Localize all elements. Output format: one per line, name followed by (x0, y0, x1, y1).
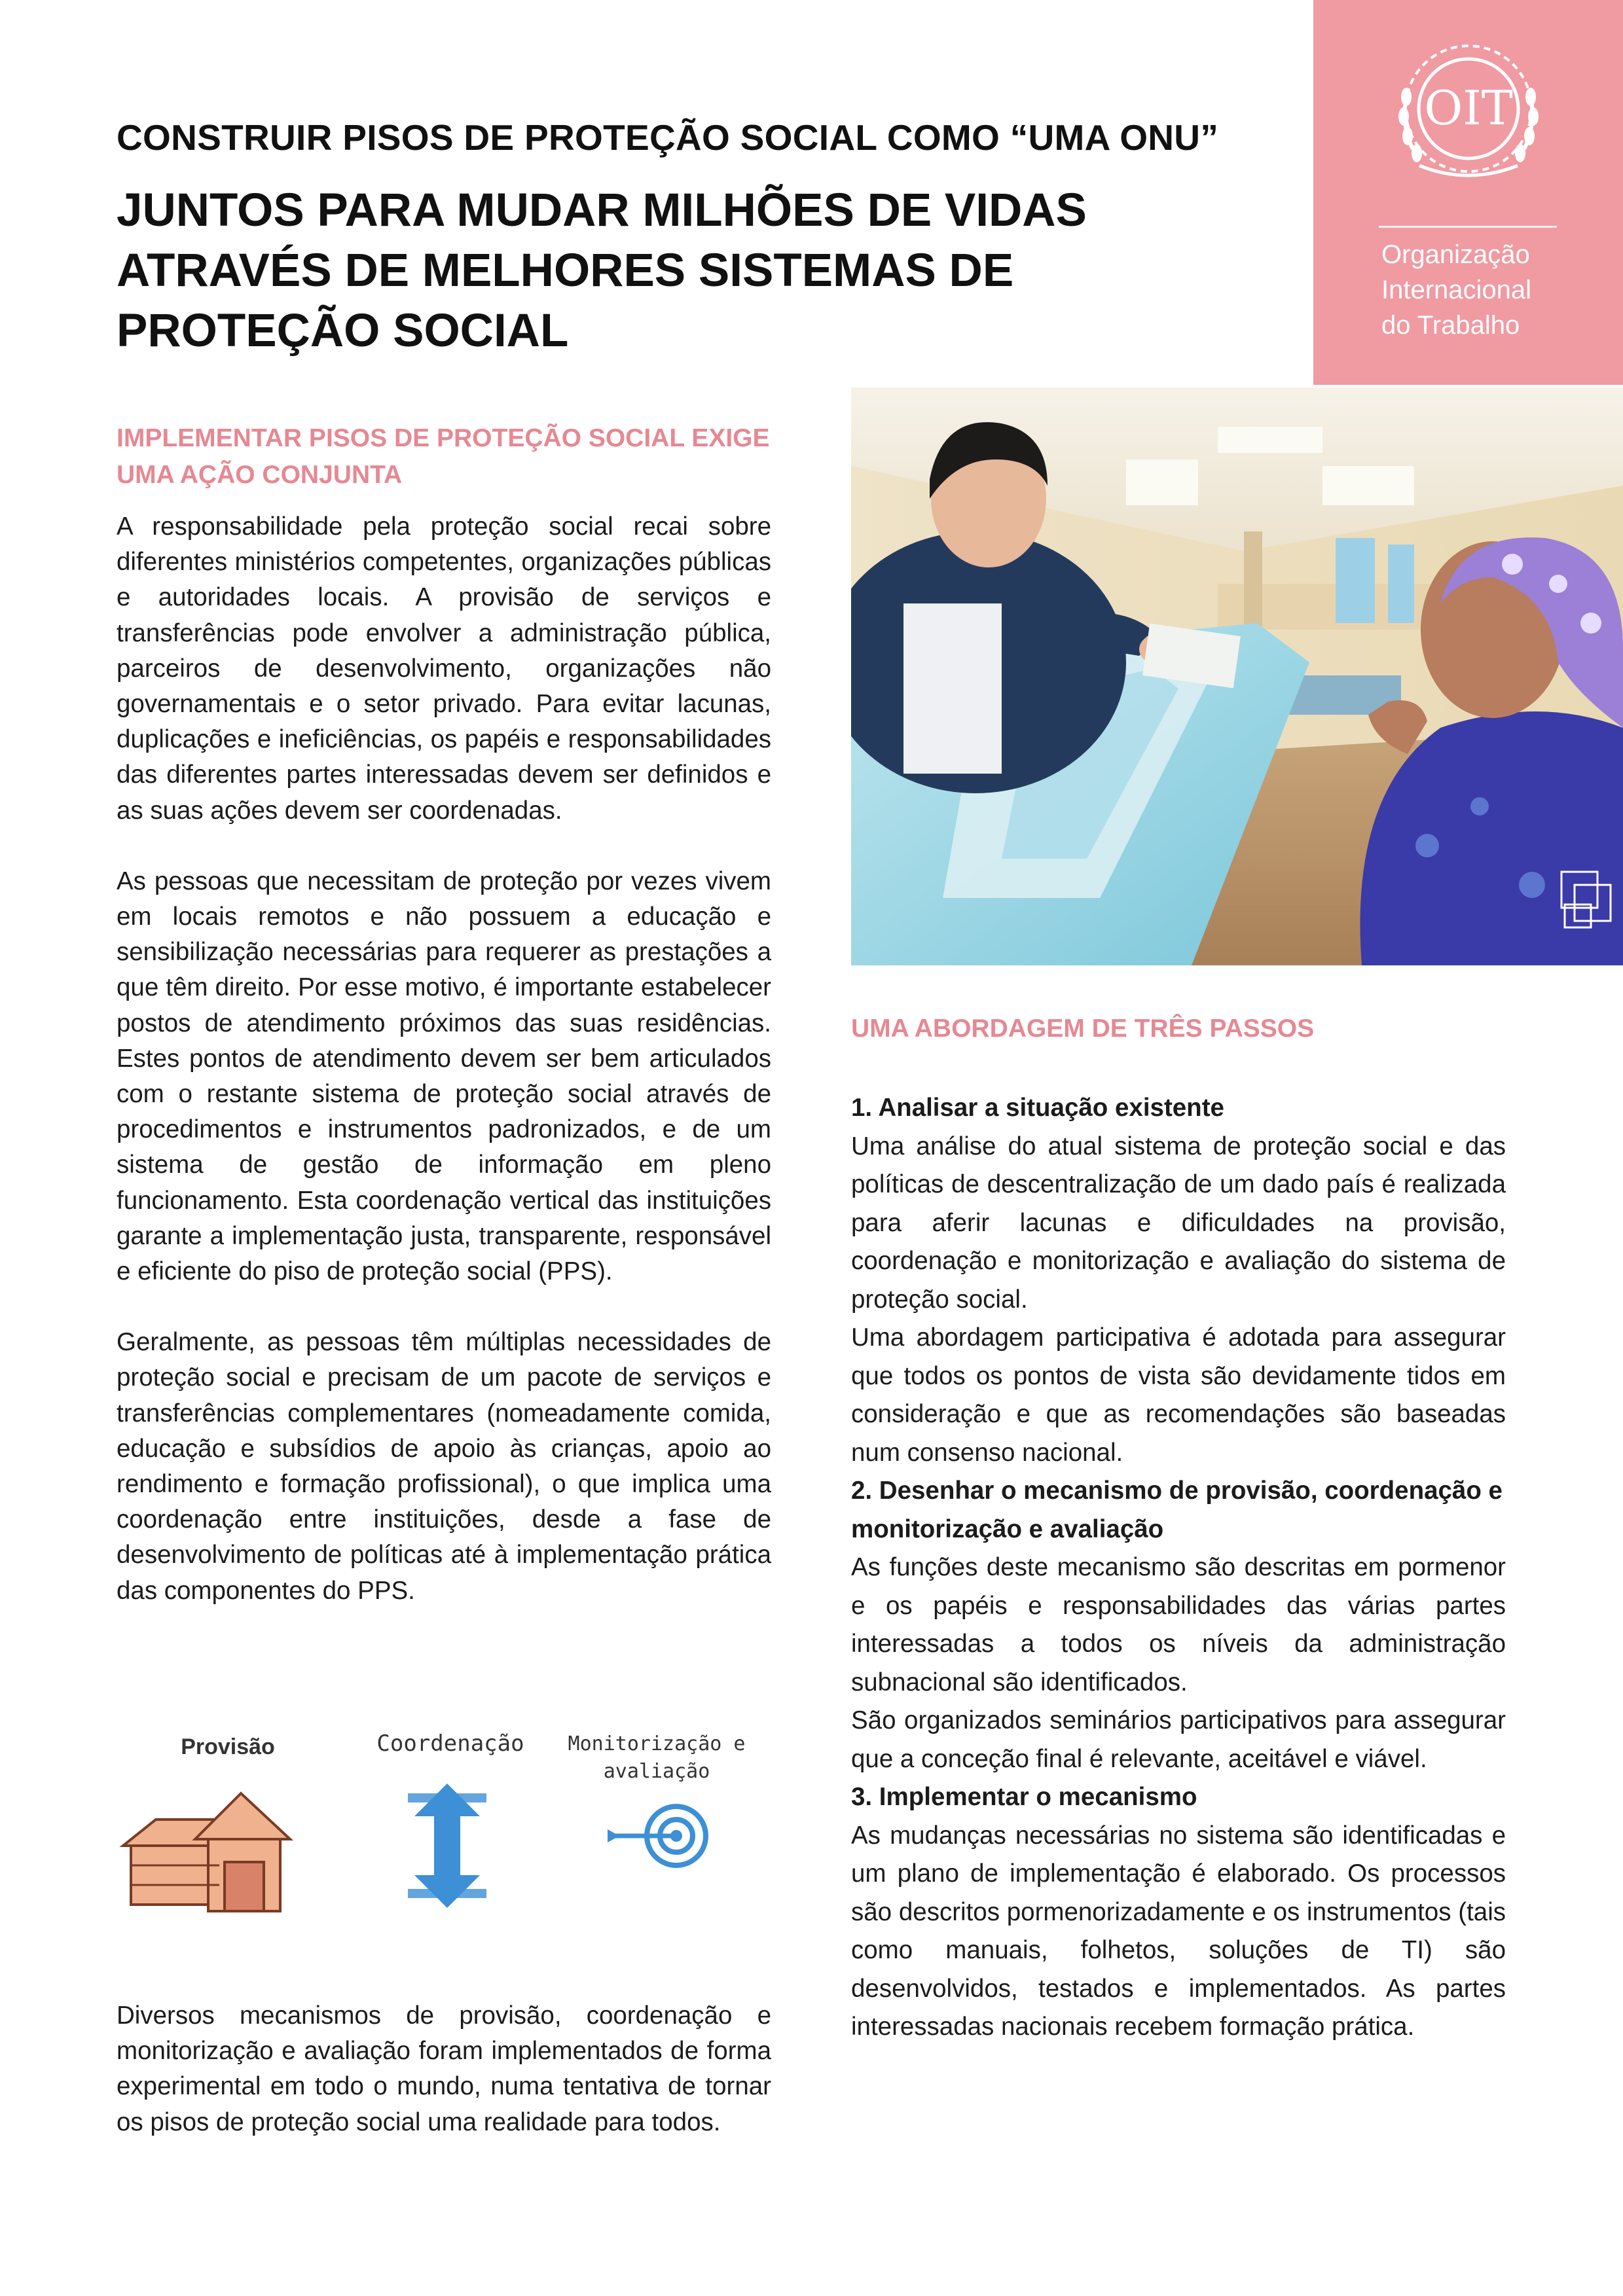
oit-emblem-icon (1374, 31, 1563, 195)
provisao-label: Provisão (181, 1734, 275, 1759)
coordination-arrows-icon (398, 1780, 496, 1911)
svg-text:OIT: OIT (1424, 81, 1513, 135)
document-supertitle: CONSTRUIR PISOS DE PROTEÇÃO SOCIAL COMO “UMA ONU” (117, 117, 1219, 158)
title-line: PROTEÇÃO SOCIAL (117, 305, 569, 357)
paragraph: Geralmente, as pessoas têm múltiplas necessidades de proteção social e precisam de um pacote de serviços e transferências complementares (nomeadamente comida, educação e subsídios de apoio às crianças, apoio ao rendimento e formação profissional), o que implica uma coordenação entre instituições, desde a fase de desenvolvimento de políticas até à implementação prática das componentes do PPS. (117, 1328, 771, 1605)
title-line: JUNTOS PARA MUDAR MILHÕES DE VIDAS (117, 185, 1087, 236)
target-icon (601, 1797, 712, 1882)
monitorizacao-label-line: avaliação (603, 1760, 710, 1783)
paragraph: As pessoas que necessitam de proteção por vezes vivem em locais remotos e não possuem a educação e sensibilização necessárias para requerer as prestações a que têm direito. Por esse motivo, é importante estabelecer postos de atendimento próximos das suas residências. Estes pontos de atendimento devem ser bem articulados com o restante sistema de proteção social através de procedimentos e instrumentos padronizados, e de um sistema de gestão de informação em pleno funcionamento. Esta coordenação vertical das instituições garante a implementação justa, transparente, responsável e eficiente do piso de proteção social (PPS). (117, 867, 771, 1286)
service-counter-photo (851, 387, 1623, 965)
monitorizacao-label-line: Monitorização e (568, 1732, 746, 1755)
left-section-heading (117, 420, 797, 493)
logo-line: do Trabalho (1381, 311, 1520, 340)
step-1-paragraph: Uma análise do atual sistema de proteção social e das políticas de descentralização de um dado país é realizada para aferir lacunas e dificuldades na provisão, coordenação e monitorização e avaliação do sistema de proteção social. (851, 1132, 1506, 1314)
paragraph: A responsabilidade pela proteção social recai sobre diferentes ministérios competentes, organizações públicas e autoridades locais. A provisão de serviços e transferências pode envolver a administração pública, parceiros de desenvolvimento, organizações não governamentais e o setor privado. Para evitar lacunas, duplicações e ineficiências, os papéis e responsabilidades das diferentes partes interessadas devem ser definidos e as suas ações devem ser coordenadas. (117, 512, 771, 825)
step-2-title: 2. Desenhar o mecanismo de provisão, coordenação e monitorização e avaliação (851, 1477, 1503, 1543)
logo-line: Internacional (1381, 276, 1532, 304)
logo-organization-name (1381, 237, 1578, 343)
house-icon (117, 1780, 319, 1924)
logo-line: Organização (1381, 240, 1530, 269)
step-3-title: 3. Implementar o mecanismo (851, 1783, 1197, 1811)
document-title (117, 181, 1197, 361)
heading-line: IMPLEMENTAR PISOS DE PROTEÇÃO SOCIAL EXIGE (117, 424, 770, 452)
left-column-body (117, 509, 771, 1644)
process-icons (117, 1728, 771, 1924)
monitorizacao-label (542, 1731, 771, 1785)
step-3-paragraph: As mudanças necessárias no sistema são identificadas e um plano de implementação é elaborado. Os processos são descritos pormenorizadamente e os instrumentos (tais como manuais, folhetos, soluções de TI) são desenvolvidos, testados e implementados. As partes interessadas nacionais recebem formação prática. (851, 1821, 1506, 2041)
paragraph-final: Diversos mecanismos de provisão, coordenação e monitorização e avaliação foram implementados de forma experimental em todo o mundo, numa tentativa de tornar os pisos de proteção social uma realidade para todos. (117, 2001, 771, 2136)
oit-logo-block (1313, 0, 1623, 385)
step-1-paragraph: Uma abordagem participativa é adotada para assegurar que todos os pontos de vista são devidamente tidos em consideração e que as recomendações são baseadas num consenso nacional. (851, 1323, 1506, 1467)
step-1-title: 1. Analisar a situação existente (851, 1094, 1224, 1122)
step-2-paragraph: São organizados seminários participativos para assegurar que a conceção final é relevante, aceitável e viável. (851, 1706, 1506, 1773)
step-2-paragraph: As funções deste mecanismo são descritas em pormenor e os papéis e responsabilidades das várias partes interessadas a todos os níveis da administração subnacional são identificados. (851, 1553, 1506, 1696)
heading-line: UMA AÇÃO CONJUNTA (117, 461, 403, 489)
logo-divider (1379, 226, 1557, 228)
steps-column (851, 1089, 1506, 2047)
right-section-heading: UMA ABORDAGEM DE TRÊS PASSOS (851, 1014, 1315, 1043)
title-line: ATRAVÉS DE MELHORES SISTEMAS DE (117, 245, 1014, 296)
coordenacao-label: Coordenação (376, 1731, 524, 1757)
